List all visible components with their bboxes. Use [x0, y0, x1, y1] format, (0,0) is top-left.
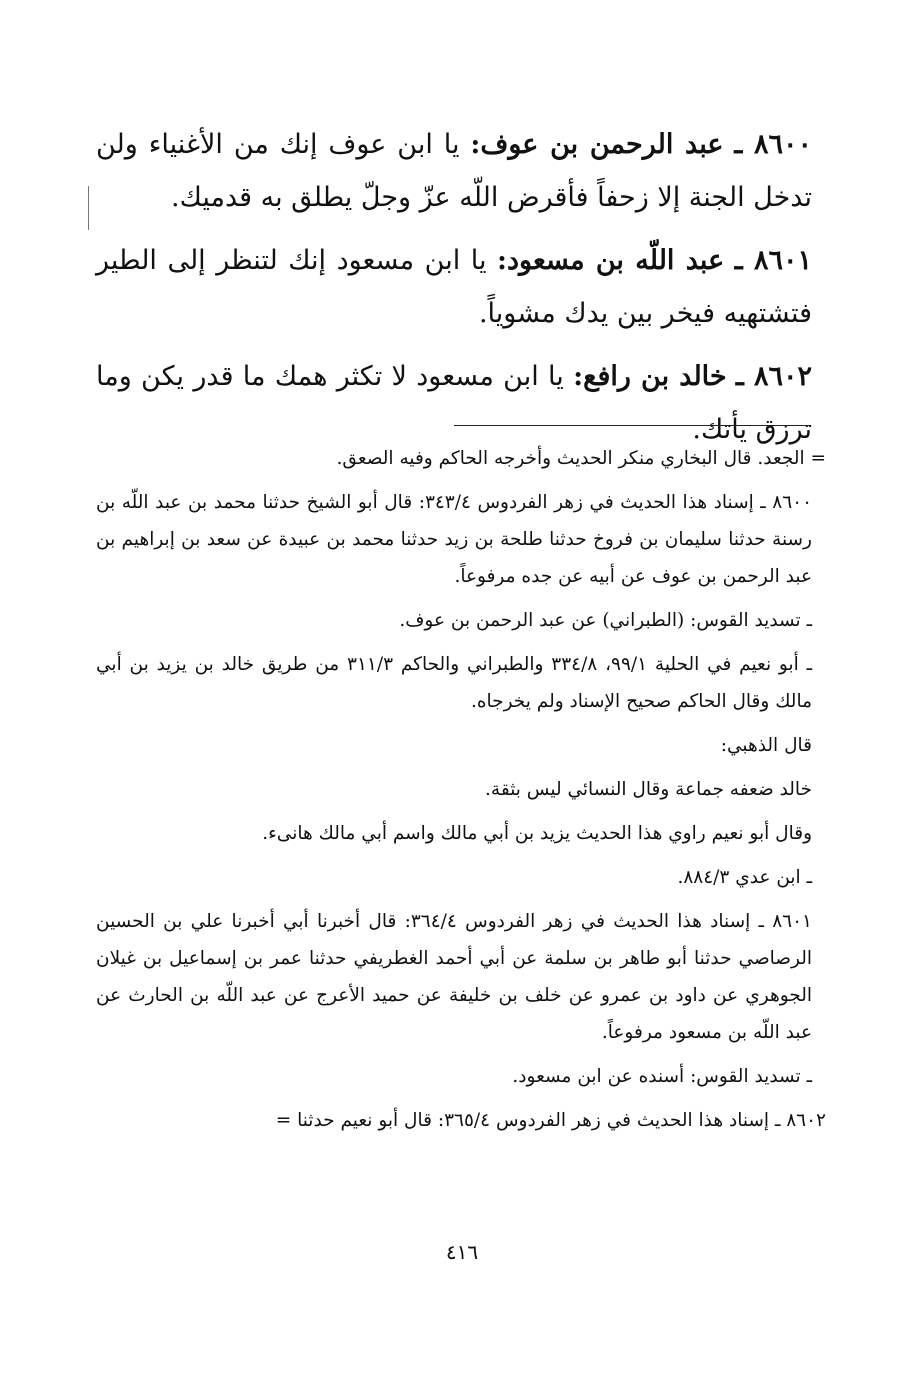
footnote-continuation: = الجعد. قال البخاري منكر الحديث وأخرجه الحاكم وفيه الصعق.: [336, 448, 826, 469]
footnote-line: خالد ضعفه جماعة وقال النسائي ليس بثقة.: [485, 779, 812, 800]
footnote-8601: ٨٦٠١ ـ إسناد هذا الحديث في زهر الفردوس ٣٦٤/٤: قال أخبرنا أبي أخبرنا علي بن الحسين الرصاصي حدثنا أبو طاهر بن سلمة عن أبي أحمد الغطريفي حدثنا عمر بن إسماعيل بن غيلان الجوهري عن داود بن عمرو عن خلف بن خليفة عن حميد الأعرج عن عبد اللّه بن الحارث عن عبد اللّه بن مسعود مرفوعاً.: [96, 911, 812, 1043]
entry-number: ٨٦٠١ ـ: [734, 245, 813, 276]
footnote-line: ـ تسديد القوس: أسنده عن ابن مسعود.: [512, 1066, 812, 1087]
footnote-separator: [454, 425, 809, 426]
main-text: [96, 118, 812, 466]
footnotes: [96, 440, 826, 1146]
entry-8600: [96, 118, 812, 224]
footnote-line: ـ تسديد القوس: (الطبراني) عن عبد الرحمن بن عوف.: [399, 610, 812, 631]
margin-mark: [88, 186, 91, 230]
footnote-8602: ٨٦٠٢ ـ إسناد هذا الحديث في زهر الفردوس ٣٦٥/٤: قال أبو نعيم حدثنا =: [275, 1110, 826, 1131]
entry-text: يا ابن مسعود لا تكثر همك ما قدر يكن وما ترزق يأتك.: [96, 361, 812, 445]
footnote-8600: ٨٦٠٠ ـ إسناد هذا الحديث في زهر الفردوس ٣٤٣/٤: قال أبو الشيخ حدثنا محمد بن عبد اللّه بن رسنة حدثنا سليمان بن فروخ حدثنا طلحة بن زيد حدثنا محمد بن عبيدة عن سعد بن إبراهيم بن عبد الرحمن بن عوف عن أبيه عن جده مرفوعاً.: [96, 492, 813, 587]
entry-name: عبد الرحمن بن عوف:: [470, 129, 724, 160]
entry-number: ٨٦٠٢ ـ: [735, 361, 812, 392]
footnote-line: وقال أبو نعيم راوي هذا الحديث يزيد بن أبي مالك واسم أبي مالك هانىء.: [262, 823, 812, 844]
entry-name: عبد اللّه بن مسعود:: [497, 245, 725, 276]
footnote-line: ـ ابن عدي ٨٨٤/٣.: [677, 867, 812, 888]
entry-name: خالد بن رافع:: [573, 361, 727, 392]
footnote-line: ـ أبو نعيم في الحلية ٩٩/١، ٣٣٤/٨ والطبراني والحاكم ٣١١/٣ من طريق خالد بن يزيد بن أبي مالك وقال الحاكم صحيح الإسناد ولم يخرجاه.: [96, 654, 813, 712]
footnote-line: قال الذهبي:: [720, 735, 812, 756]
page-number: ٤١٦: [445, 1240, 479, 1264]
entry-text: يا ابن عوف إنك من الأغنياء ولن تدخل الجنة إلا زحفاً فأقرض اللّه عزّ وجلّ يطلق به قدميك.: [96, 129, 812, 213]
entry-8601: [96, 234, 812, 340]
entry-text: يا ابن مسعود إنك لتنظر إلى الطير فتشتهيه فيخر بين يدك مشوياً.: [96, 245, 812, 329]
entry-number: ٨٦٠٠ ـ: [734, 129, 812, 160]
